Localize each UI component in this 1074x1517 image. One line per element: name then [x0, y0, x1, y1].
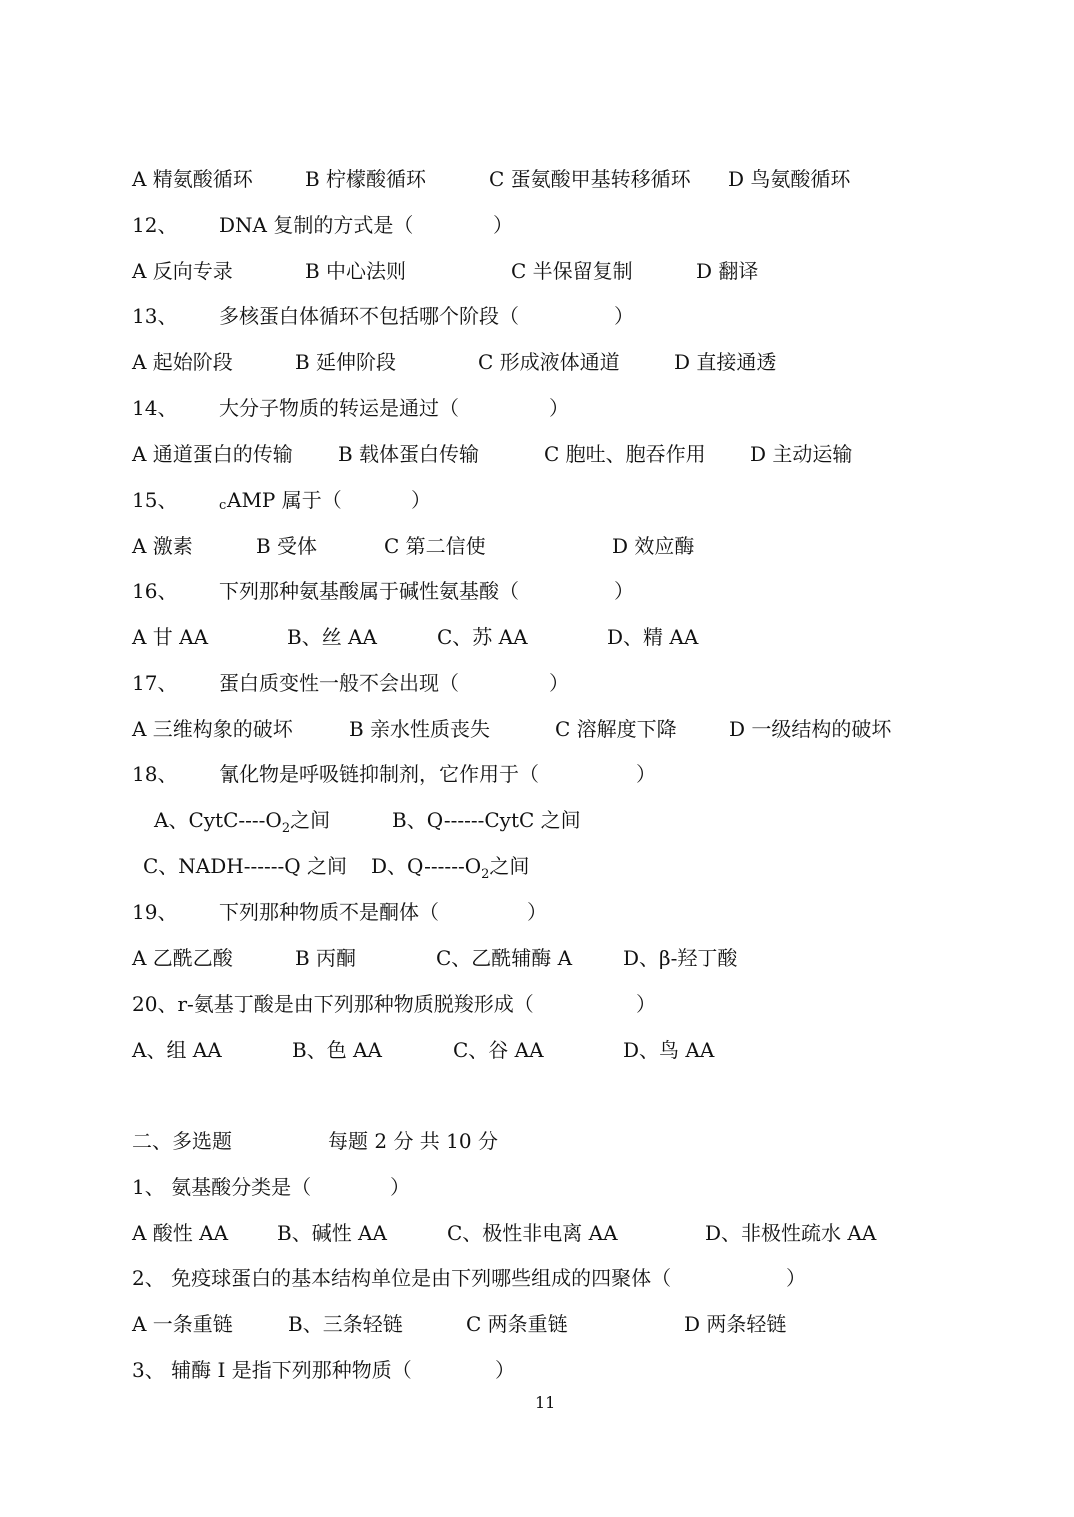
- option-a: A 乙酰乙酸: [132, 946, 233, 970]
- option-c: C 两条重链: [466, 1312, 568, 1336]
- option-b: B 载体蛋白传输: [338, 442, 480, 466]
- option-c: C、谷 AA: [453, 1038, 544, 1062]
- answer-paren: ）: [614, 304, 634, 328]
- option-a: A 甘 AA: [132, 625, 209, 649]
- option-d: D、$Q------O_2$之间: [371, 854, 530, 882]
- question-text: 3、 辅酶 I 是指下列那种物质（: [132, 1358, 412, 1382]
- question-text: AMP 属于（: [227, 488, 342, 512]
- answer-paren: ）: [495, 1358, 515, 1382]
- question-text: 1、 氨基酸分类是（: [132, 1175, 312, 1199]
- option-d: D 翻译: [696, 259, 759, 283]
- option-d: D 两条轻链: [684, 1312, 787, 1336]
- page-number: 11: [535, 1393, 556, 1412]
- option-c: C 第二信使: [384, 534, 486, 558]
- answer-paren: ）: [527, 900, 547, 924]
- option-d: D、精 AA: [607, 625, 699, 649]
- section-scoring: 每题 2 分 共 10 分: [328, 1129, 498, 1153]
- question-number: 14、: [132, 396, 178, 420]
- option-b: B 延伸阶段: [295, 350, 397, 374]
- answer-paren: ）: [786, 1266, 806, 1290]
- option-b: B、丝 AA: [287, 625, 377, 649]
- option-d: D 鸟氨酸循环: [728, 167, 851, 191]
- option-a: A 反向专录: [132, 259, 233, 283]
- question-text: 下列那种氨基酸属于碱性氨基酸（: [219, 579, 519, 603]
- option-d: D 效应酶: [612, 534, 695, 558]
- option-b: B 中心法则: [305, 259, 407, 283]
- subscript-2: 2: [281, 821, 291, 836]
- option-b: B、碱性 AA: [277, 1221, 387, 1245]
- option-c: C、苏 AA: [437, 625, 528, 649]
- option-a: A、组 AA: [132, 1038, 222, 1062]
- question-text: 多核蛋白体循环不包括哪个阶段（: [219, 304, 519, 328]
- option-d: D 直接通透: [674, 350, 777, 374]
- option-c: C、乙酰辅酶 A: [436, 946, 573, 970]
- option-d: D、β-羟丁酸: [623, 946, 738, 970]
- option-c: C 胞吐、胞吞作用: [544, 442, 706, 466]
- question-number: 17、: [132, 671, 178, 695]
- option-b: B 柠檬酸循环: [305, 167, 427, 191]
- question-text: DNA 复制的方式是（: [219, 213, 414, 237]
- option-a: A 精氨酸循环: [132, 167, 253, 191]
- answer-paren: ）: [636, 992, 656, 1016]
- answer-paren: ）: [390, 1175, 410, 1199]
- option-d: D 一级结构的破坏: [729, 717, 892, 741]
- option-b: B、Q------CytC 之间: [392, 808, 581, 832]
- section-title: 二、多选题: [132, 1129, 232, 1153]
- option-c: C 形成液体通道: [478, 350, 620, 374]
- option-a: A 激素: [132, 534, 193, 558]
- question-number: 15、: [132, 488, 178, 512]
- option-a: A 起始阶段: [132, 350, 233, 374]
- option-c: C、NADH------Q 之间: [143, 854, 348, 878]
- option-a: A 通道蛋白的传输: [132, 442, 293, 466]
- option-b: B 亲水性质丧失: [349, 717, 491, 741]
- question-number: 18、: [132, 762, 178, 786]
- option-d: D 主动运输: [750, 442, 853, 466]
- question-text: 氰化物是呼吸链抑制剂，它作用于（: [219, 762, 539, 786]
- option-c: C 蛋氨酸甲基转移循环: [489, 167, 691, 191]
- question-text: 大分子物质的转运是通过（: [219, 396, 459, 420]
- question-number: 12、: [132, 213, 178, 237]
- option-c: C 溶解度下降: [555, 717, 677, 741]
- option-b: B 受体: [256, 534, 318, 558]
- answer-paren: ）: [614, 579, 634, 603]
- option-b: B、色 AA: [292, 1038, 382, 1062]
- answer-paren: ）: [549, 671, 569, 695]
- question-text: 蛋白质变性一般不会出现（: [219, 671, 459, 695]
- question-number: 19、: [132, 900, 178, 924]
- question-text: 20、r-氨基丁酸是由下列那种物质脱羧形成（: [132, 992, 534, 1016]
- option-d: D、鸟 AA: [623, 1038, 715, 1062]
- option-a: A 三维构象的破坏: [132, 717, 293, 741]
- option-b: B、三条轻链: [288, 1312, 403, 1336]
- option-c: C 半保留复制: [511, 259, 633, 283]
- question-number: 13、: [132, 304, 178, 328]
- answer-paren: ）: [493, 213, 513, 237]
- question-text: 2、 免疫球蛋白的基本结构单位是由下列哪些组成的四聚体（: [132, 1266, 672, 1290]
- question-text: 下列那种物质不是酮体（: [219, 900, 439, 924]
- option-d: D、非极性疏水 AA: [705, 1221, 877, 1245]
- answer-paren: ）: [549, 396, 569, 420]
- option-a: A、CytC-$---O_2$之间: [154, 808, 331, 836]
- subscript-2: 2: [481, 867, 490, 882]
- option-a: A 酸性 AA: [132, 1221, 229, 1245]
- question-number: 16、: [132, 579, 178, 603]
- option-c: C、极性非电离 AA: [447, 1221, 618, 1245]
- option-a: A 一条重链: [132, 1312, 233, 1336]
- subscript-c: c: [219, 498, 227, 513]
- answer-paren: ）: [636, 762, 656, 786]
- answer-paren: ）: [411, 488, 431, 512]
- option-b: B 丙酮: [295, 946, 357, 970]
